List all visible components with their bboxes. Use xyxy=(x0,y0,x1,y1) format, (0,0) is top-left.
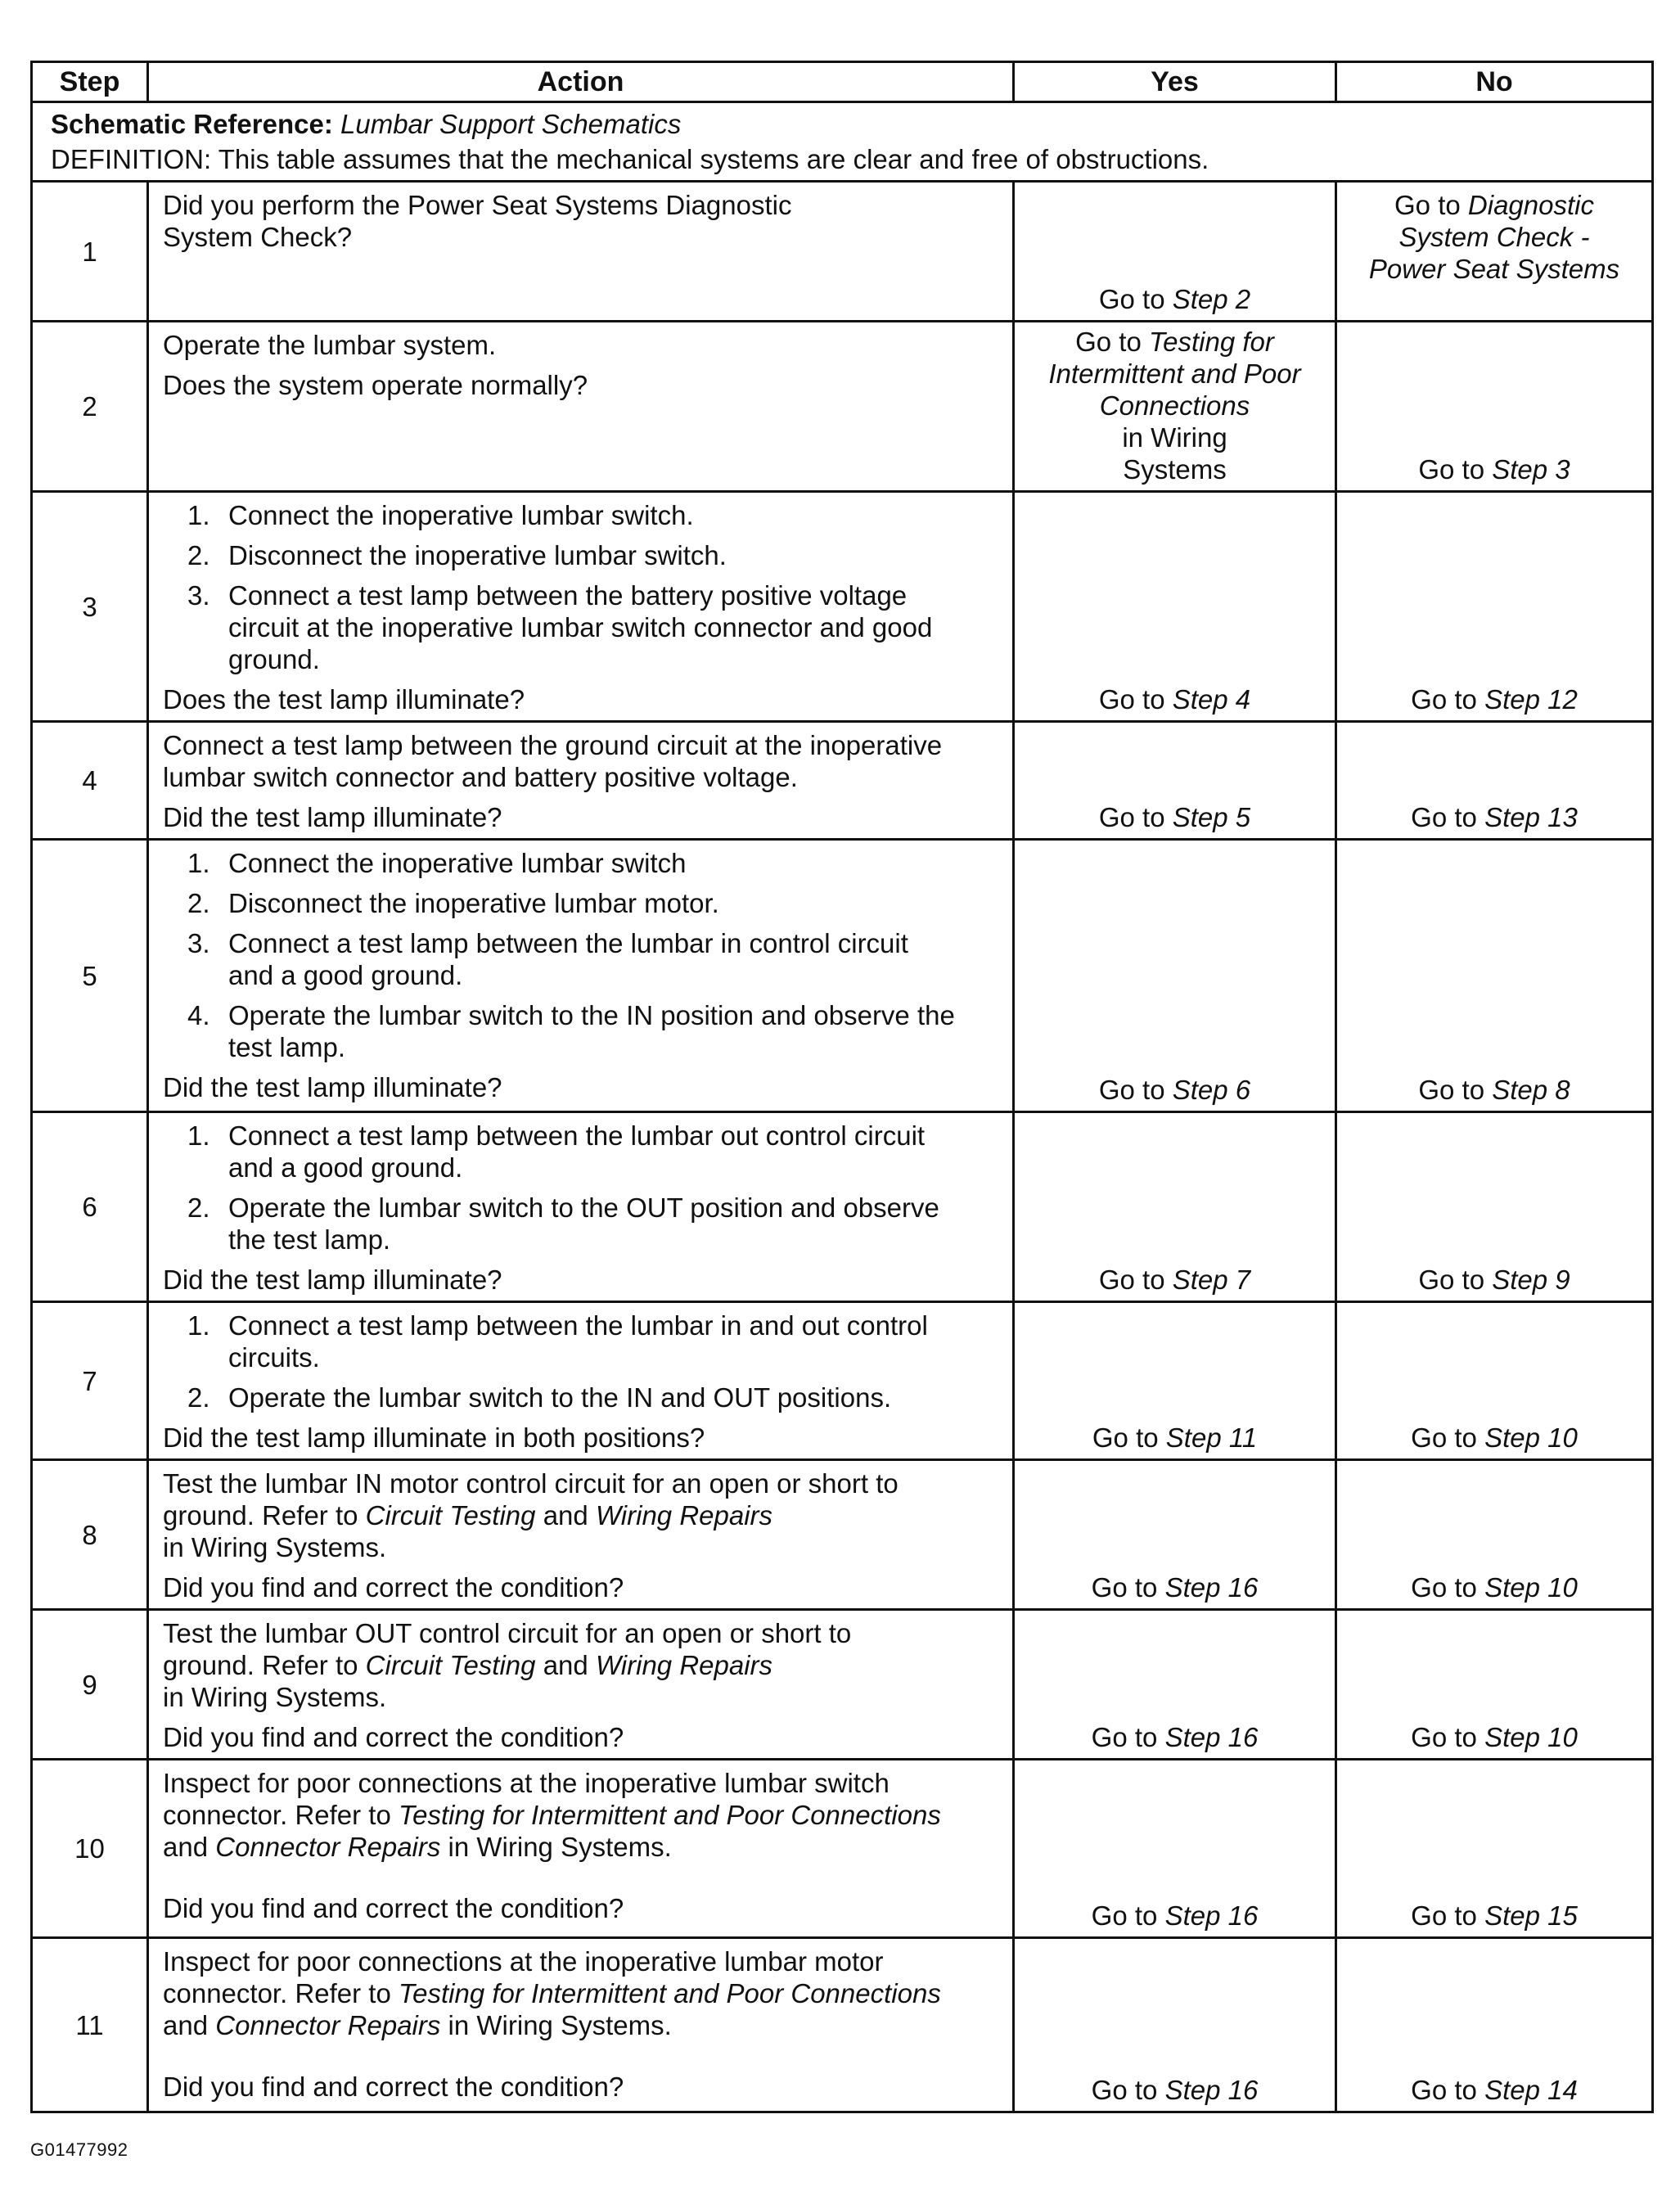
action-cell: Inspect for poor connections at the inoperative lumbar switch connector. Refer to Testing for Intermittent and Poor Connections and Connector Repairs in Wiring Systems. Did you find and correct the condition? xyxy=(148,1760,1014,1938)
goto-link[interactable]: Step 11 xyxy=(1165,1422,1258,1453)
step-number: 2 xyxy=(32,322,148,492)
table-row xyxy=(32,182,1653,322)
list-item: 4. Operate the lumbar switch to the IN position and observe the test lamp. xyxy=(187,1000,955,1062)
goto-link[interactable]: System Check - xyxy=(1398,222,1590,252)
table-row xyxy=(32,722,1653,840)
goto-link[interactable]: Step 5 xyxy=(1172,802,1251,832)
table-row xyxy=(32,1610,1653,1760)
goto-link[interactable]: Step 16 xyxy=(1164,2075,1259,2105)
list-item: 1. Connect the inoperative lumbar switch. xyxy=(187,500,694,530)
definition-text: DEFINITION: This table assumes that the mechanical systems are clear and free of obstructions. xyxy=(32,142,1653,182)
diagnostic-table xyxy=(30,61,1654,2113)
goto-link[interactable]: Step 4 xyxy=(1172,684,1251,715)
reference-link[interactable]: Testing for Intermittent and Poor Connections xyxy=(399,1978,941,2008)
yes-cell: Go to Step 2 xyxy=(1014,182,1336,322)
no-cell: Go to Step 9 xyxy=(1336,1112,1653,1302)
action-cell xyxy=(148,1112,1014,1302)
action-cell: Operate the lumbar system. Does the system operate normally? xyxy=(148,322,1014,492)
table-row xyxy=(32,492,1653,722)
question-text: Did the test lamp illuminate? xyxy=(163,1072,502,1102)
procedure-list xyxy=(163,1120,1004,1256)
reference-link[interactable]: Connector Repairs xyxy=(215,2010,441,2040)
question-text: Does the test lamp illuminate? xyxy=(163,684,525,715)
goto-link[interactable]: Step 2 xyxy=(1172,284,1251,314)
table-row xyxy=(32,1760,1653,1938)
goto-link[interactable]: Step 15 xyxy=(1484,1900,1578,1931)
header-yes: Yes xyxy=(1014,62,1336,102)
step-number: 11 xyxy=(32,1938,148,2112)
no-cell: Go to Step 13 xyxy=(1336,722,1653,840)
question-text: Did the test lamp illuminate in both positions? xyxy=(163,1422,705,1453)
goto-link[interactable]: Power Seat Systems xyxy=(1368,254,1620,284)
action-cell xyxy=(148,492,1014,722)
question-text: Did the test lamp illuminate? xyxy=(163,802,502,832)
list-item: 2. Operate the lumbar switch to the OUT position and observe the test lamp. xyxy=(187,1192,939,1255)
goto-link[interactable]: Step 13 xyxy=(1484,802,1578,832)
no-cell: Go to Step 10 xyxy=(1336,1610,1653,1760)
action-cell: Test the lumbar IN motor control circuit for an open or short to ground. Refer to Circuit Testing and Wiring Repairs in Wiring Systems. Did you find and correct the condition? xyxy=(148,1460,1014,1610)
yes-cell: Go to Step 16 xyxy=(1014,1760,1336,1938)
schematic-link[interactable]: Lumbar Support Schematics xyxy=(340,109,682,139)
table-row xyxy=(32,1938,1653,2112)
no-cell: Go to Diagnostic System Check - Power Seat Systems xyxy=(1336,182,1653,322)
yes-cell: Go to Step 6 xyxy=(1014,840,1336,1112)
action-cell xyxy=(148,1302,1014,1460)
question-text: Did you find and correct the condition? xyxy=(163,2072,624,2102)
yes-cell: Go to Step 5 xyxy=(1014,722,1336,840)
goto-link[interactable]: Step 16 xyxy=(1164,1572,1259,1603)
step-number: 5 xyxy=(32,840,148,1112)
no-cell: Go to Step 14 xyxy=(1336,1938,1653,2112)
goto-link[interactable]: Step 14 xyxy=(1484,2075,1578,2105)
diagnostic-document xyxy=(30,61,1651,2113)
definition-row xyxy=(32,142,1653,182)
goto-link[interactable]: Step 3 xyxy=(1492,454,1570,485)
reference-link[interactable]: Wiring Repairs xyxy=(595,1500,773,1531)
reference-link[interactable]: Testing for Intermittent and Poor Connections xyxy=(399,1800,941,1830)
yes-cell: Go to Step 4 xyxy=(1014,492,1336,722)
yes-cell: Go to Testing for Intermittent and Poor Connections in Wiring Systems xyxy=(1014,322,1336,492)
question-text: Did you find and correct the condition? xyxy=(163,1572,624,1603)
goto-link[interactable]: Testing for xyxy=(1149,327,1274,357)
yes-cell: Go to Step 16 xyxy=(1014,1938,1336,2112)
list-item: 3. Connect a test lamp between the lumbar in control circuit and a good ground. xyxy=(187,928,908,990)
table-row xyxy=(32,1112,1653,1302)
procedure-list xyxy=(163,1310,1004,1413)
no-cell: Go to Step 15 xyxy=(1336,1760,1653,1938)
yes-cell: Go to Step 11 xyxy=(1014,1302,1336,1460)
schematic-reference-row xyxy=(32,102,1653,142)
table-row xyxy=(32,322,1653,492)
image-id-label: G01477992 xyxy=(30,2139,128,2160)
list-item: 1. Connect a test lamp between the lumbar in and out control circuits. xyxy=(187,1310,928,1373)
list-item: 1. Connect the inoperative lumbar switch xyxy=(187,848,687,878)
goto-link[interactable]: Step 9 xyxy=(1492,1265,1570,1295)
action-cell: Connect a test lamp between the ground circuit at the inoperative lumbar switch connector and battery positive voltage. Did the test lamp illuminate? xyxy=(148,722,1014,840)
no-cell: Go to Step 10 xyxy=(1336,1460,1653,1610)
table-row xyxy=(32,840,1653,1112)
no-cell: Go to Step 12 xyxy=(1336,492,1653,722)
no-cell: Go to Step 3 xyxy=(1336,322,1653,492)
procedure-list xyxy=(163,847,1004,1063)
goto-link[interactable]: Step 6 xyxy=(1172,1075,1251,1105)
table-row xyxy=(32,1302,1653,1460)
action-cell: Test the lumbar OUT control circuit for an open or short to ground. Refer to Circuit Testing and Wiring Repairs in Wiring Systems. Did you find and correct the condition? xyxy=(148,1610,1014,1760)
action-cell xyxy=(148,840,1014,1112)
header-step: Step xyxy=(32,62,148,102)
step-number: 7 xyxy=(32,1302,148,1460)
no-cell: Go to Step 10 xyxy=(1336,1302,1653,1460)
header-action: Action xyxy=(148,62,1014,102)
step-number: 1 xyxy=(32,182,148,322)
step-number: 10 xyxy=(32,1760,148,1938)
reference-link[interactable]: Circuit Testing xyxy=(365,1500,536,1531)
step-number: 4 xyxy=(32,722,148,840)
step-number: 6 xyxy=(32,1112,148,1302)
goto-link[interactable]: Step 16 xyxy=(1164,1722,1259,1752)
goto-link[interactable]: Intermittent and Poor xyxy=(1048,358,1301,389)
goto-link[interactable]: Step 10 xyxy=(1484,1422,1578,1453)
yes-cell: Go to Step 16 xyxy=(1014,1460,1336,1610)
reference-link[interactable]: Wiring Repairs xyxy=(595,1650,773,1680)
step-number: 9 xyxy=(32,1610,148,1760)
goto-link[interactable]: Step 16 xyxy=(1164,1900,1259,1931)
table-header-row xyxy=(32,62,1653,102)
list-item: 1. Connect a test lamp between the lumbar out control circuit and a good ground. xyxy=(187,1120,926,1183)
yes-cell: Go to Step 7 xyxy=(1014,1112,1336,1302)
header-no: No xyxy=(1336,62,1653,102)
goto-link[interactable]: Step 12 xyxy=(1484,684,1578,715)
goto-link[interactable]: Connections xyxy=(1099,390,1250,421)
reference-link[interactable]: Circuit Testing xyxy=(365,1650,536,1680)
list-item: 2. Disconnect the inoperative lumbar motor. xyxy=(187,888,719,918)
reference-link[interactable]: Connector Repairs xyxy=(215,1832,441,1862)
question-text: Did you find and correct the condition? xyxy=(163,1893,624,1923)
step-number: 3 xyxy=(32,492,148,722)
list-item: 3. Connect a test lamp between the battery positive voltage circuit at the inoperative lumbar switch connector and good ground. xyxy=(187,580,933,674)
goto-link[interactable]: Step 10 xyxy=(1484,1722,1578,1752)
table-row xyxy=(32,1460,1653,1610)
step-number: 8 xyxy=(32,1460,148,1610)
action-cell: Did you perform the Power Seat Systems Diagnostic System Check? xyxy=(148,182,1014,322)
question-text: Did the test lamp illuminate? xyxy=(163,1265,502,1295)
goto-link[interactable]: Step 8 xyxy=(1492,1075,1570,1105)
action-cell: Inspect for poor connections at the inoperative lumbar motor connector. Refer to Testing for Intermittent and Poor Connections and Connector Repairs in Wiring Systems. Did you find and correct the condition? xyxy=(148,1938,1014,2112)
goto-link[interactable]: Step 7 xyxy=(1172,1265,1251,1295)
yes-cell: Go to Step 16 xyxy=(1014,1610,1336,1760)
goto-link[interactable]: Diagnostic xyxy=(1467,190,1594,220)
list-item: 2. Operate the lumbar switch to the IN and OUT positions. xyxy=(187,1382,892,1413)
no-cell: Go to Step 8 xyxy=(1336,840,1653,1112)
goto-link[interactable]: Step 10 xyxy=(1484,1572,1578,1603)
schematic-label: Schematic Reference: xyxy=(51,109,333,139)
question-text: Did you find and correct the condition? xyxy=(163,1722,624,1752)
procedure-list xyxy=(163,499,1004,675)
list-item: 2. Disconnect the inoperative lumbar switch. xyxy=(187,540,727,570)
